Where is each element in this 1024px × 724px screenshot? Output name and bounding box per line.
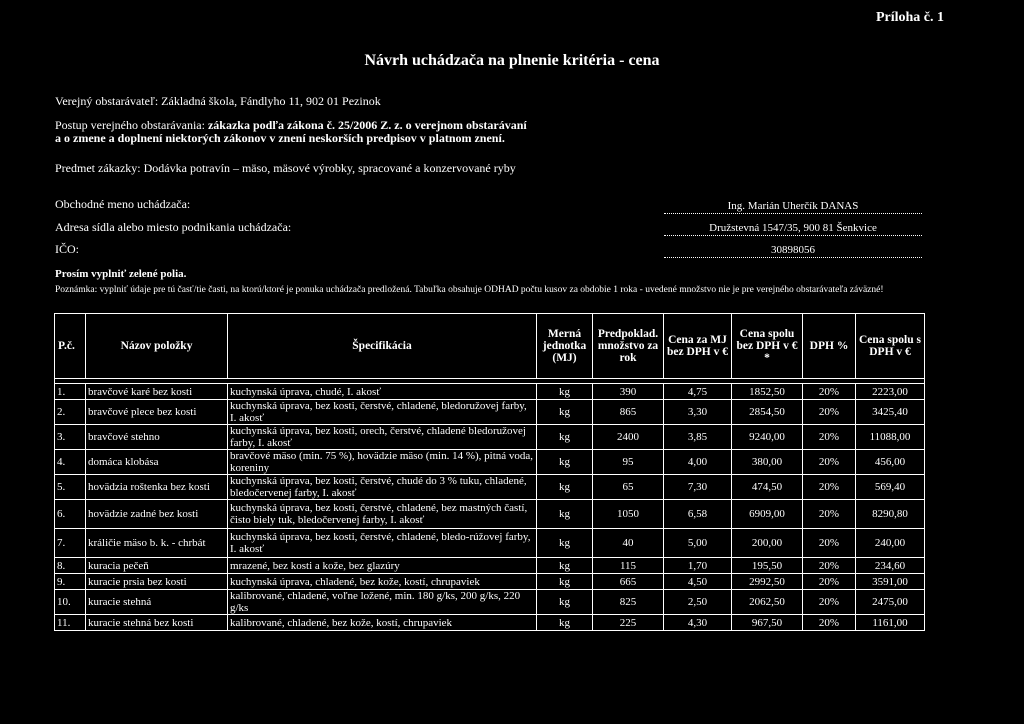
header-vat: DPH %: [803, 314, 856, 379]
cell-vat-rate: 20%: [803, 400, 856, 425]
cell-unit: kg: [537, 558, 593, 574]
cell-vat-rate: 20%: [803, 590, 856, 615]
cell-item-spec: bravčové mäso (min. 75 %), hovädzie mäso (min. 14 %), pitná voda, koreniny: [228, 450, 537, 475]
cell-total-excl-vat: 6909,00: [732, 500, 803, 529]
cell-total-incl-vat: 240,00: [856, 529, 925, 558]
cell-unit: kg: [537, 615, 593, 631]
cell-total-excl-vat: 1852,50: [732, 384, 803, 400]
contract-subject: Predmet zákazky: Dodávka potravín – mäso, mäsové výrobky, spracované a konzervované ryby: [55, 161, 516, 175]
procedure-prefix: Postup verejného obstarávania:: [55, 118, 208, 132]
cell-total-incl-vat: 1161,00: [856, 615, 925, 631]
cell-unit-price: 2,50: [664, 590, 732, 615]
cell-item-spec: kuchynská úprava, chudé, I. akosť: [228, 384, 537, 400]
header-total-incl: Cena spolu s DPH v €: [856, 314, 925, 379]
cell-vat-rate: 20%: [803, 425, 856, 450]
cell-item-name: domáca klobása: [86, 450, 228, 475]
cell-total-excl-vat: 967,50: [732, 615, 803, 631]
cell-total-excl-vat: 9240,00: [732, 425, 803, 450]
cell-item-name: kuracie stehná: [86, 590, 228, 615]
cell-total-incl-vat: 456,00: [856, 450, 925, 475]
cell-item-spec: kuchynská úprava, chladené, bez kože, kostí, chrupaviek: [228, 574, 537, 590]
cell-quantity: 115: [593, 558, 664, 574]
cell-quantity: 1050: [593, 500, 664, 529]
cell-total-incl-vat: 2223,00: [856, 384, 925, 400]
contracting-authority: Verejný obstarávateľ: Základná škola, Fándlyho 11, 902 01 Pezinok: [55, 94, 381, 108]
price-table: [54, 313, 925, 631]
cell-quantity: 40: [593, 529, 664, 558]
fill-instruction: Prosím vyplniť zelené polia.: [55, 268, 187, 280]
cell-item-spec: kuchynská úprava, bez kosti, čerstvé, chudé do 3 % tuku, chladené, bledočervenej farby, I. akosť: [228, 475, 537, 500]
cell-unit: kg: [537, 450, 593, 475]
header-total-excl: Cena spolu bez DPH v € *: [732, 314, 803, 379]
cell-row-number: 1.: [55, 384, 86, 400]
table-row: [55, 529, 925, 558]
cell-total-incl-vat: 569,40: [856, 475, 925, 500]
cell-vat-rate: 20%: [803, 558, 856, 574]
cell-total-excl-vat: 195,50: [732, 558, 803, 574]
ico-label: IČO:: [55, 242, 79, 256]
header-price: Cena za MJ bez DPH v €: [664, 314, 732, 379]
cell-total-excl-vat: 200,00: [732, 529, 803, 558]
cell-unit: kg: [537, 400, 593, 425]
cell-unit-price: 4,75: [664, 384, 732, 400]
cell-vat-rate: 20%: [803, 574, 856, 590]
cell-unit-price: 7,30: [664, 475, 732, 500]
cell-row-number: 9.: [55, 574, 86, 590]
header-spec: Špecifikácia: [228, 314, 537, 379]
cell-unit: kg: [537, 574, 593, 590]
cell-item-spec: kalibrované, chladené, voľne ložené, min. 180 g/ks, 200 g/ks, 220 g/ks: [228, 590, 537, 615]
cell-quantity: 2400: [593, 425, 664, 450]
cell-row-number: 11.: [55, 615, 86, 631]
table-row: [55, 615, 925, 631]
cell-quantity: 65: [593, 475, 664, 500]
cell-unit: kg: [537, 500, 593, 529]
cell-item-spec: mrazené, bez kosti a kože, bez glazúry: [228, 558, 537, 574]
header-qty: Predpoklad. množstvo za rok: [593, 314, 664, 379]
note-text: Poznámka: vyplniť údaje pre tú časť/tie časti, na ktorú/ktoré je ponuka uchádzača predložená. Tabuľka obsahuje ODHAD počtu kusov za obdobie 1 roka - uvedené množstvo nie je pre verejného obstarávateľa záväzné!: [55, 285, 884, 295]
cell-total-excl-vat: 474,50: [732, 475, 803, 500]
procedure-line-2: a o zmene a doplnení niektorých zákonov v znení neskorších predpisov v platnom znení.: [55, 131, 505, 145]
bidder-name-field[interactable]: Ing. Marián Uherčík DANAS: [664, 200, 922, 214]
cell-total-excl-vat: 2062,50: [732, 590, 803, 615]
cell-unit: kg: [537, 529, 593, 558]
table-row: [55, 590, 925, 615]
cell-total-incl-vat: 2475,00: [856, 590, 925, 615]
cell-item-name: kuracia pečeň: [86, 558, 228, 574]
table-row: [55, 574, 925, 590]
cell-total-excl-vat: 380,00: [732, 450, 803, 475]
cell-total-excl-vat: 2854,50: [732, 400, 803, 425]
cell-item-name: hovädzia roštenka bez kosti: [86, 475, 228, 500]
header-pc: P.č.: [55, 314, 86, 379]
cell-quantity: 865: [593, 400, 664, 425]
cell-quantity: 825: [593, 590, 664, 615]
table-row: [55, 425, 925, 450]
cell-item-name: hovädzie zadné bez kosti: [86, 500, 228, 529]
cell-vat-rate: 20%: [803, 384, 856, 400]
cell-item-name: bravčové karé bez kosti: [86, 384, 228, 400]
annex-label: Príloha č. 1: [875, 10, 944, 25]
procedure-law: zákazka podľa zákona č. 25/2006 Z. z. o verejnom obstarávaní: [207, 118, 527, 132]
cell-vat-rate: 20%: [803, 500, 856, 529]
page-title: Návrh uchádzača na plnenie kritéria - cena: [364, 52, 660, 69]
cell-row-number: 7.: [55, 529, 86, 558]
bidder-name-label: Obchodné meno uchádzača:: [55, 197, 191, 211]
cell-unit-price: 4,50: [664, 574, 732, 590]
cell-item-spec: kuchynská úprava, bez kosti, čerstvé, chladené, bez mastných častí, čisto biely tuk, bledočervenej farby, I. akosť: [228, 500, 537, 529]
cell-item-spec: kuchynská úprava, bez kosti, čerstvé, chladené, bledoružovej farby, I. akosť: [228, 400, 537, 425]
cell-unit-price: 4,00: [664, 450, 732, 475]
cell-row-number: 5.: [55, 475, 86, 500]
cell-vat-rate: 20%: [803, 450, 856, 475]
cell-unit-price: 4,30: [664, 615, 732, 631]
cell-quantity: 390: [593, 384, 664, 400]
cell-item-spec: kalibrované, chladené, bez kože, kostí, chrupaviek: [228, 615, 537, 631]
cell-row-number: 4.: [55, 450, 86, 475]
cell-row-number: 2.: [55, 400, 86, 425]
cell-unit-price: 6,58: [664, 500, 732, 529]
header-name: Názov položky: [86, 314, 228, 379]
cell-row-number: 10.: [55, 590, 86, 615]
table-header-row: [55, 314, 925, 379]
cell-unit-price: 3,85: [664, 425, 732, 450]
ico-field[interactable]: 30898056: [664, 244, 922, 258]
cell-quantity: 95: [593, 450, 664, 475]
cell-row-number: 6.: [55, 500, 86, 529]
cell-unit: kg: [537, 384, 593, 400]
cell-total-incl-vat: 3591,00: [856, 574, 925, 590]
cell-total-excl-vat: 2992,50: [732, 574, 803, 590]
cell-total-incl-vat: 234,60: [856, 558, 925, 574]
table-row: [55, 475, 925, 500]
cell-unit: kg: [537, 425, 593, 450]
table-row: [55, 500, 925, 529]
cell-row-number: 8.: [55, 558, 86, 574]
cell-unit-price: 1,70: [664, 558, 732, 574]
cell-vat-rate: 20%: [803, 475, 856, 500]
cell-quantity: 665: [593, 574, 664, 590]
cell-total-incl-vat: 11088,00: [856, 425, 925, 450]
cell-unit-price: 3,30: [664, 400, 732, 425]
cell-vat-rate: 20%: [803, 529, 856, 558]
cell-total-incl-vat: 3425,40: [856, 400, 925, 425]
cell-item-name: králičie mäso b. k. - chrbát: [86, 529, 228, 558]
cell-row-number: 3.: [55, 425, 86, 450]
cell-item-name: bravčové stehno: [86, 425, 228, 450]
cell-item-name: bravčové plece bez kosti: [86, 400, 228, 425]
cell-total-incl-vat: 8290,80: [856, 500, 925, 529]
cell-quantity: 225: [593, 615, 664, 631]
cell-vat-rate: 20%: [803, 615, 856, 631]
cell-item-name: kuracie prsia bez kosti: [86, 574, 228, 590]
table-row: [55, 400, 925, 425]
cell-unit: kg: [537, 590, 593, 615]
cell-item-spec: kuchynská úprava, bez kosti, orech, čerstvé, chladené bledoružovej farby, I. akosť: [228, 425, 537, 450]
bidder-address-field[interactable]: Družstevná 1547/35, 900 81 Šenkvice: [664, 222, 922, 236]
cell-unit: kg: [537, 475, 593, 500]
cell-item-spec: kuchynská úprava, bez kosti, čerstvé, chladené, bledo-rúžovej farby, I. akosť: [228, 529, 537, 558]
table-row: [55, 384, 925, 400]
bidder-address-label: Adresa sídla alebo miesto podnikania uchádzača:: [55, 220, 292, 234]
header-unit: Merná jednotka (MJ): [537, 314, 593, 379]
table-row: [55, 558, 925, 574]
cell-item-name: kuracie stehná bez kosti: [86, 615, 228, 631]
table-row: [55, 450, 925, 475]
table-body: [55, 384, 925, 631]
cell-unit-price: 5,00: [664, 529, 732, 558]
